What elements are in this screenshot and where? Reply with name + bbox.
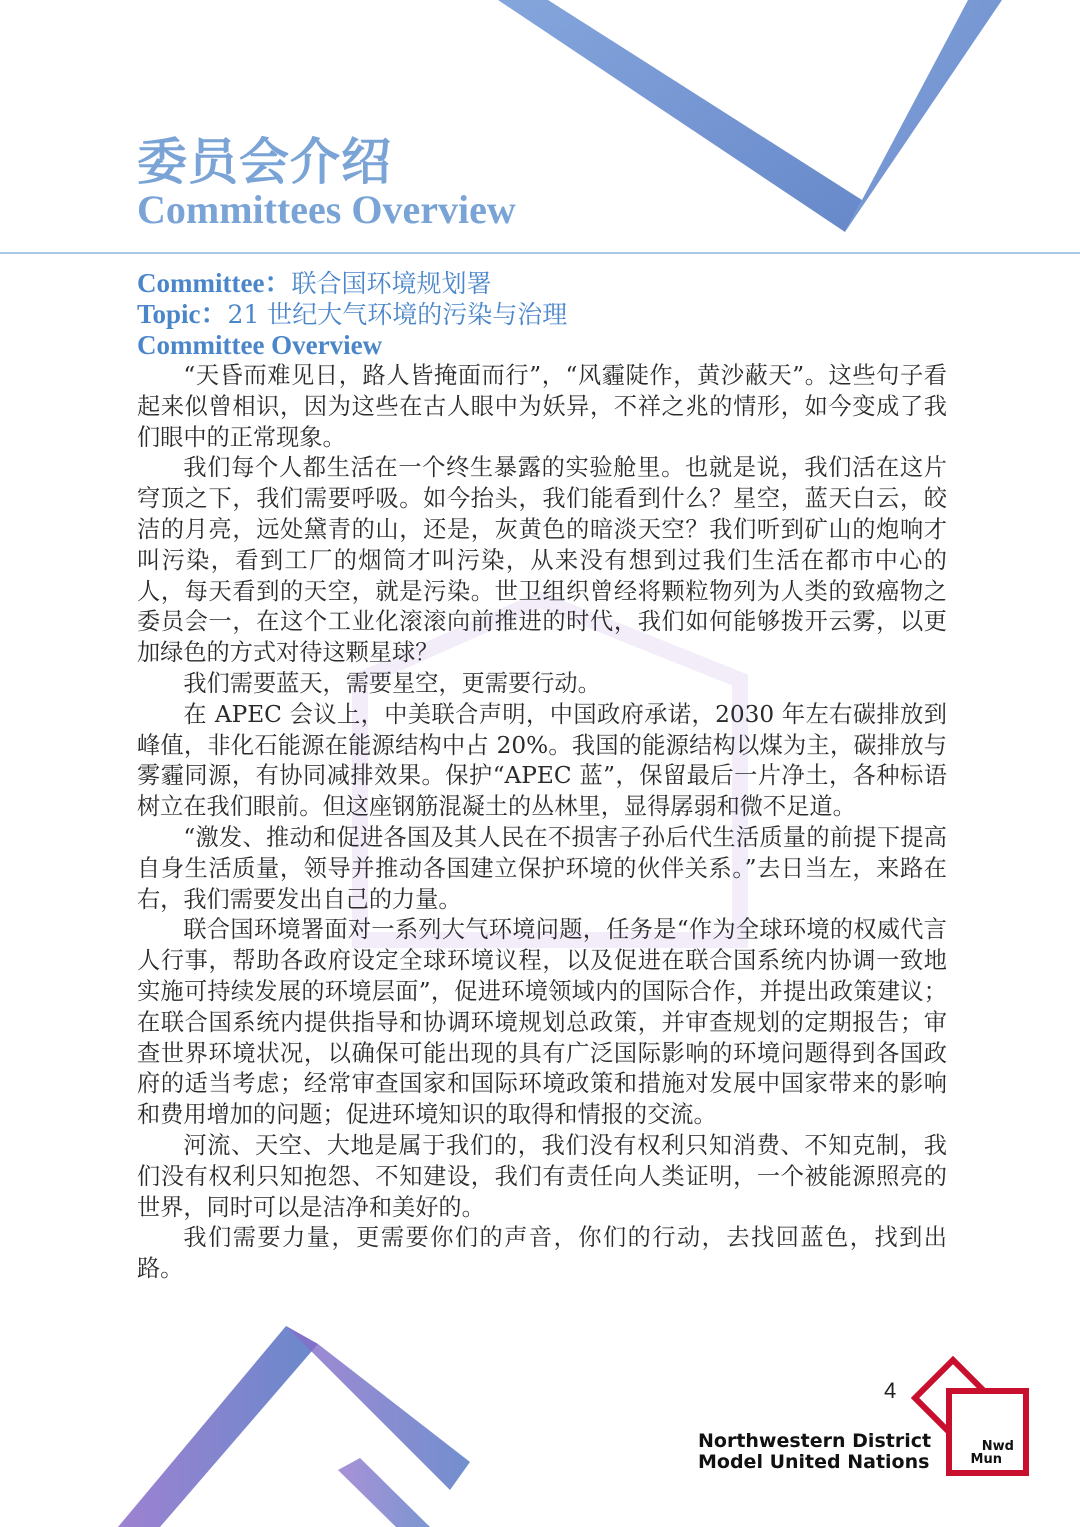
paragraph: 在 APEC 会议上，中美联合声明，中国政府承诺，2030 年左右碳排放到峰值，非化石能源在能源结构中占 20%。我国的能源结构以煤为主，碳排放与雾霾同源，有协同减排效果。保护“APEC 蓝”，保留最后一片净土，各种标语树立在我们眼前。但这座钢筋混凝土的丛林里，显得孱弱和微不足道。 [137, 700, 947, 821]
body-text [137, 361, 947, 1285]
logo-text-1: Nwd [981, 1439, 1014, 1454]
paragraph: 我们需要力量，更需要你们的声音，你们的行动，去找回蓝色，找到出路。 [137, 1224, 947, 1283]
committee-value: 联合国环境规划署 [291, 269, 492, 298]
committee-line [137, 268, 947, 299]
org-line-1: Northwestern District [698, 1430, 932, 1452]
topic-label: Topic： [137, 299, 228, 329]
logo-text-2: Mun [970, 1452, 1002, 1467]
page-title-cn: 委员会介绍 [137, 133, 392, 191]
page-number: 4 [884, 1378, 897, 1403]
paragraph: 我们每个人都生活在一个终生暴露的实验舱里。也就是说，我们活在这片穹顶之下，我们需要呼吸。如今抬头，我们能看到什么？星空，蓝天白云，皎洁的月亮，远处黛青的山，还是，灰黄色的暗淡天空？我们听到矿山的炮响才叫污染，看到工厂的烟筒才叫污染，从来没有想到过我们生活在都市中心的人，每天看到的天空，就是污染。世卫组织曾经将颗粒物列为人类的致癌物之委员会一，在这个工业化滚滚向前推进的时代，我们如何能够拨开云雾，以更加绿色的方式对待这颗星球？ [137, 454, 947, 667]
paragraph: 联合国环境署面对一系列大气环境问题，任务是“作为全球环境的权威代言人行事，帮助各政府设定全球环境议程，以及促进在联合国系统内协调一致地实施可持续发展的环境层面”，促进环境领域内的国际合作，并提出政策建议；在联合国系统内提供指导和协调环境规划总政策，并审查规划的定期报告；审查世界环境状况，以确保可能出现的具有广泛国际影响的环境问题得到各国政府的适当考虑；经常审查国家和国际环境政策和措施对发展中国家带来的影响和费用增加的问题；促进环境知识的取得和情报的交流。 [137, 916, 947, 1129]
top-stripe-right-arm [845, 0, 1002, 232]
page-title-en: Committees Overview [137, 187, 516, 232]
topic-line [137, 299, 947, 330]
paragraph: “天昏而难见日，路人皆掩面而行”，“风霾陡作，黄沙蔽天”。这些句子看起来似曾相识，因为这些在古人眼中为妖异，不祥之兆的情形，如今变成了我们眼中的正常现象。 [137, 362, 947, 451]
bottom-stripe-upper [286, 1326, 470, 1490]
paragraph: “激发、推动和促进各国及其人民在不损害子孙后代生活质量的前提下提高自身生活质量，领导并推动各国建立保护环境的伙伴关系。”去日当左，来路在右，我们需要发出自己的力量。 [137, 823, 947, 913]
paragraph: 我们需要蓝天，需要星空，更需要行动。 [183, 669, 601, 697]
overview-heading: Committee Overview [137, 330, 383, 360]
bottom-stripe-short [338, 1458, 430, 1527]
header-divider [0, 252, 1080, 254]
committee-label: Committee： [137, 268, 292, 298]
bottom-stripe-long [118, 1326, 318, 1527]
committee-info [137, 268, 947, 361]
top-stripe-left-arm [498, 0, 862, 232]
org-line-2: Model United Nations [698, 1451, 930, 1473]
topic-value: 21 世纪大气环境的污染与治理 [227, 300, 568, 329]
organization-name [698, 1431, 931, 1473]
nwdmun-logo [911, 1356, 1033, 1480]
paragraph: 河流、天空、大地是属于我们的，我们没有权利只知消费、不知克制，我们没有权利只知抱怨、不知建设，我们有责任向人类证明，一个被能源照亮的世界，同时可以是洁净和美好的。 [137, 1131, 947, 1221]
